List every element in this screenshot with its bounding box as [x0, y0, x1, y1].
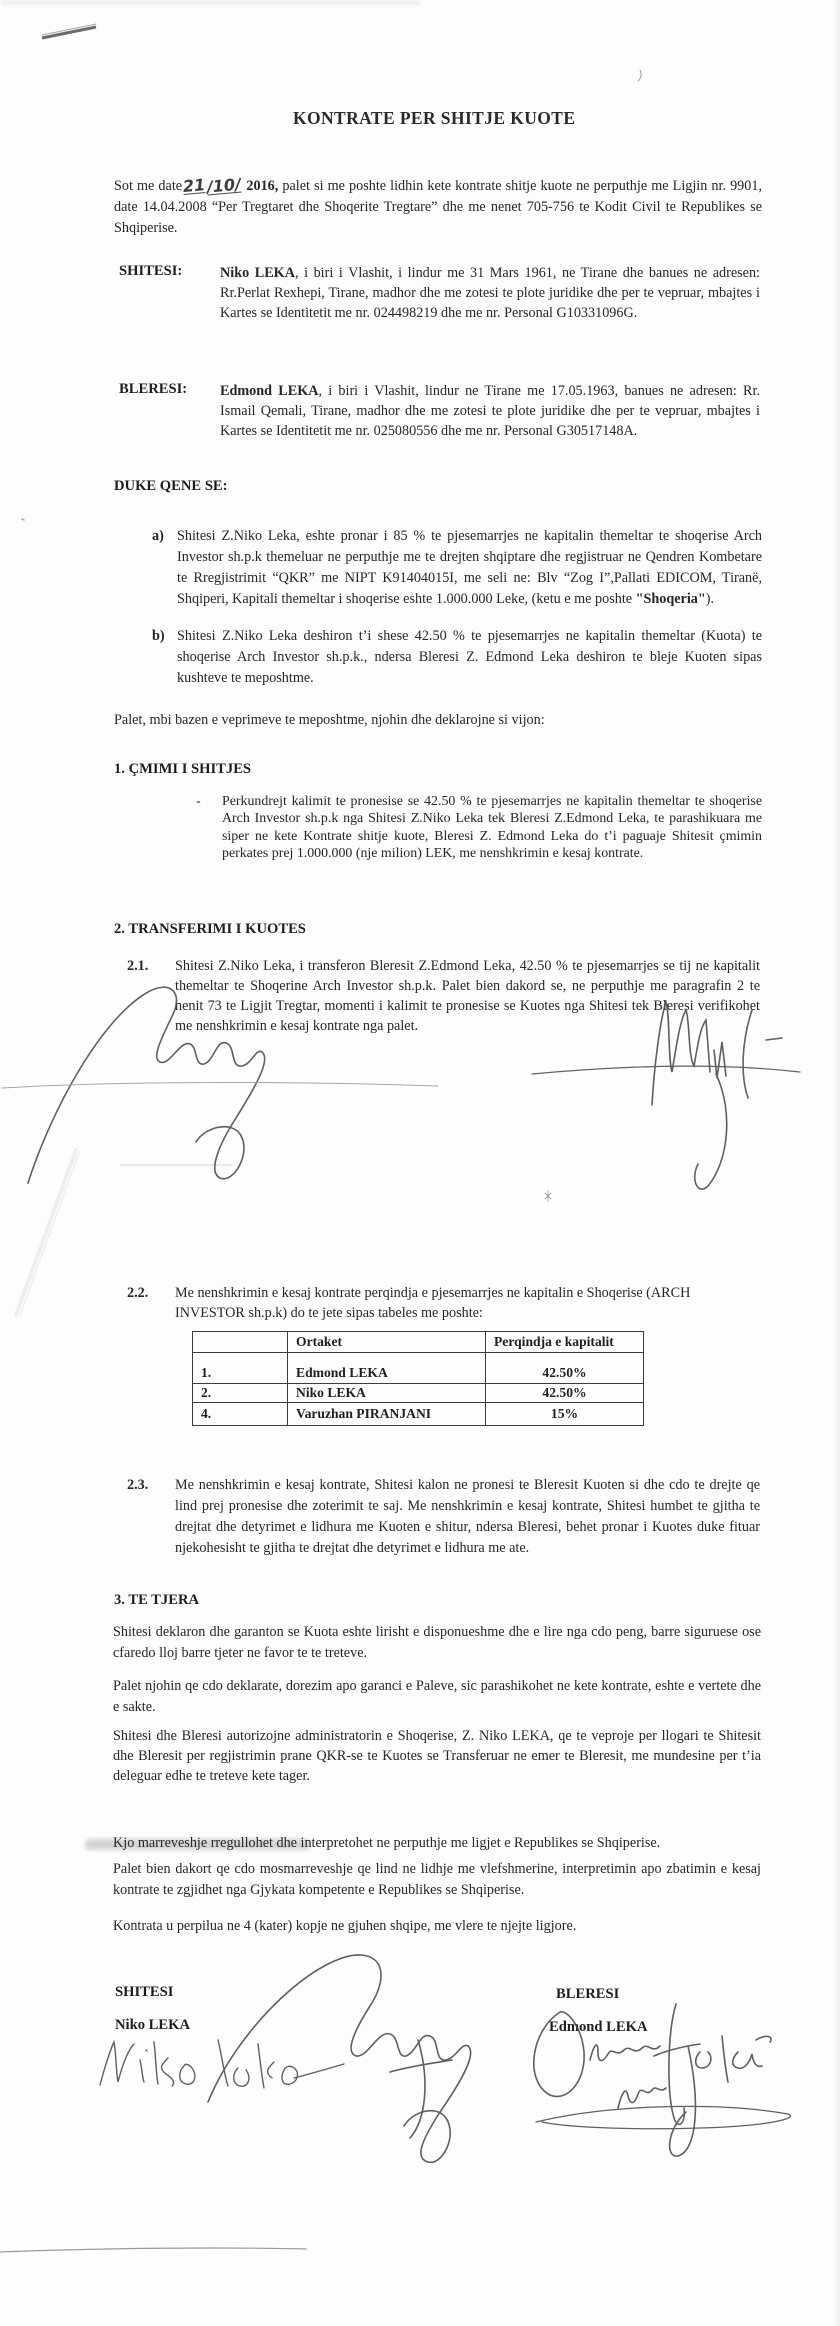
buyer-party-details: , i biri i Vlashit, lindur ne Tirane me 17.05.1963, banues ne adresen: Rr. Ismail Qemali, Tirane, madhor dhe me zotesi te plote juridike dhe per te vepruar, mbajtes i Kartes se Identitetit me nr. 025080556 dhe me nr. Personal G30517148A.	[220, 383, 760, 439]
table-cell-name: Varuzhan PIRANJANI	[288, 1403, 486, 1426]
page-crease-shadow	[20, 1150, 80, 1315]
clause-2-2-num: 2.2.	[127, 1285, 149, 1301]
table-header-blank	[193, 1332, 288, 1353]
staple-mark	[42, 27, 96, 38]
table-row	[193, 1353, 644, 1384]
intro-rest: palet si me poshte lidhin kete kontrate shitje kuote ne perputhje me Ligjin nr. 9901, date 14.04.2008 “Per Tregtaret dhe Shoqerite Tregtare” dhe me nenet 705-756 te Kodit Civil te Republikes se Shqiperise.	[114, 178, 763, 236]
misc-paragraph-2: Palet njohin qe cdo deklarate, dorezim apo garanci e Paleve, sic parashikohet ne kete kontrate, eshte e vertete dhe e sakte.	[113, 1678, 761, 1715]
whereas-item-b-marker: b)	[152, 628, 165, 644]
whereas-item-a-text: Shitesi Z.Niko Leka, eshte pronar i 85 % te pjesemarrjes ne kapitalin themeltar te shoqerise Arch Investor sh.p.k themeluar ne perputhje me te drejten shqiptare dhe regjistruar ne Qendren Kombetare te Rregjistrimit “QKR” me NIPT K91404015I, me seli ne: Blv “Zog I”,Pallati EDICOM, Tiranë, Shqiperi, Kapitali themeltar i shoqerise eshte 1.000.000 Leke, (ketu e me poshte	[177, 528, 762, 607]
handwritten-date-month: /10/	[206, 174, 242, 197]
ink-speck	[638, 70, 641, 81]
ink-speck	[545, 1191, 551, 1201]
misc-paragraph-1: Shitesi deklaron dhe garanton se Kuota eshte lirisht e disponueshme dhe e lire nga cdo peng, barre siguruese ose cfaredo lloj barre tjeter ne favor te te treteve.	[113, 1624, 761, 1661]
misc-paragraph-5: Palet bien dakort qe cdo mosmarreveshje qe lind ne lidhje me vlefshmerine, interpretimin apo zbatimin e kesaj kontrate te zgjidhet nga Gjykata kompetente e Republikes se Shqiperise.	[113, 1861, 761, 1898]
pen-underline	[2, 1083, 438, 1089]
table-cell-pct: 15%	[486, 1403, 644, 1426]
misc-paragraph-4: Kjo marreveshje rregullohet dhe interpretohet ne perputhje me ligjet e Republikes se Shqiperise.	[113, 1835, 661, 1851]
seller-party-name: Niko LEKA	[220, 265, 295, 281]
clause-2-3: Me nenshkrimin e kesaj kontrate, Shitesi kalon ne pronesi te Bleresit Kuoten si dhe cdo te drejte qe lind prej pronesise dhe zoterimit te saj. Me nenshkrimin e kesaj kontrate, Shitesi humbet te gjitha te drejtat dhe detyrimet e lidhura me Kuoten e shitur, ndersa Bleresi, behet pronar i Kuotes duke fituar njekohesisht te gjitha te drejtat dhe detyrimet e lidhura me ate.	[175, 1477, 760, 1556]
clause-2-1: Shitesi Z.Niko Leka, i transferon Bleresit Z.Edmond Leka, 42.50 % te pjesemarrjes se tij ne kapitalit themeltar te Shoqerine Arch Investor sh.p.k. Palet bien dakord se, ne perputhje me paragrafin 2 te nenit 73 te Ligjit Tregtar, momenti i kalimit te pronesise se Kuotes nga Shitesi tek Bleresi verifikohet me nenshkrimin e kesaj kontrate nga palet.	[175, 958, 760, 1034]
buyer-signature-name: Edmond LEKA	[549, 2019, 648, 2035]
seller-handwritten-name	[100, 2040, 344, 2088]
section-3-heading: 3. TE TJERA	[114, 1592, 200, 1608]
whereas-item-a-bold: "Shoqeria"	[635, 591, 706, 607]
scan-band-artifact	[0, 0, 420, 5]
intro-prefix: Sot me date	[114, 178, 183, 194]
table-header-ortaket: Ortaket	[288, 1332, 486, 1353]
pen-line-bottom	[0, 2248, 306, 2252]
section-1-heading: 1. ÇMIMI I SHITJES	[114, 761, 252, 777]
table-header-percent: Perqindja e kapitalit	[486, 1332, 644, 1353]
table-cell-name: Niko LEKA	[288, 1384, 486, 1403]
intro-year: 2016,	[246, 178, 279, 194]
seller-party-text	[220, 263, 760, 323]
ownership-table	[192, 1331, 644, 1426]
ink-speck	[22, 519, 24, 520]
misc-paragraph-6: Kontrata u perpilua ne 4 (kater) kopje ne gjuhen shqipe, me vlere te njejte ligjore.	[113, 1918, 577, 1934]
seller-party-label: SHITESI:	[119, 263, 183, 279]
whereas-heading: DUKE QENE SE:	[114, 478, 228, 494]
table-cell-pct: 42.50%	[486, 1353, 644, 1384]
table-cell-num: 4.	[193, 1403, 288, 1426]
clause-2-3-num: 2.3.	[127, 1477, 149, 1493]
buyer-party-name: Edmond LEKA	[220, 383, 319, 399]
contract-title: KONTRATE PER SHITJE KUOTE	[293, 108, 576, 128]
buyer-signature-role: BLERESI	[556, 1986, 620, 2002]
table-cell-pct: 42.50%	[486, 1384, 644, 1403]
seller-signature-role: SHITESI	[115, 1984, 174, 2000]
page-crease	[16, 1150, 76, 1315]
handwritten-date-day: 21	[182, 175, 207, 196]
intro-paragraph	[114, 176, 762, 239]
price-clause: Perkundrejt kalimit te pronesise se 42.50 % te pjesemarrjes ne kapitalin themeltar te shoqerise Arch Investor sh.p.k nga Shitesi Z.Niko Leka tek Bleresi Z.Edmond Leka, te parashikuara me siper ne kete Kontrate shitje kuote, Bleresi Z. Edmond Leka do t’i paguaje Shitesit çmimin perkates prej 1.000.000 (nje milion) LEK, me nenshkrimin e kesaj kontrate.	[222, 794, 762, 862]
buyer-party-text	[220, 381, 760, 441]
whereas-item-a-marker: a)	[152, 528, 164, 544]
whereas-item-a	[177, 526, 762, 610]
table-cell-name: Edmond LEKA	[288, 1353, 486, 1384]
table-cell-num: 1.	[193, 1353, 288, 1384]
clause-2-2: Me nenshkrimin e kesaj kontrate perqindja e pjesemarrjes ne kapitalin e Shoqerise (ARCH INVESTOR sh.p.k) do te jete sipas tabeles me poshte:	[175, 1285, 691, 1321]
declaration-paragraph: Palet, mbi bazen e veprimeve te meposhtme, njohin dhe deklarojne si vijon:	[114, 712, 545, 728]
seller-signature-bottom	[208, 1955, 471, 2162]
whereas-item-b: Shitesi Z.Niko Leka deshiron t’i shese 42.50 % te pjesemarrjes ne kapitalin themeltar (Kuota) te shoqerise Arch Investor sh.p.k., ndersa Bleresi Z. Edmond Leka deshiron te bleje Kuoten sipas kushteve te meposhtme.	[177, 628, 762, 686]
table-header-row	[193, 1332, 644, 1353]
table-cell-num: 2.	[193, 1384, 288, 1403]
misc-paragraph-3: Shitesi dhe Bleresi autorizojne administratorin e Shoqerise, Z. Niko LEKA, qe te veproje per llogari te Shitesit dhe Bleresit per regjistrimin prane QKR-se te Kuotes se Transferuar ne emer te Bleresit, me mundesine per t’ia deleguar edhe te treteve kete tager.	[113, 1728, 761, 1784]
seller-signature-name: Niko LEKA	[115, 2017, 191, 2033]
section-2-heading: 2. TRANSFERIMI I KUOTES	[114, 921, 306, 937]
page-seam-mark	[120, 1164, 232, 1166]
clause-2-1-num: 2.1.	[127, 958, 149, 974]
scan-edge-shadow	[833, 0, 840, 2326]
buyer-party-label: BLERESI:	[119, 381, 188, 397]
whereas-item-a-after: ).	[705, 591, 715, 607]
table-row	[193, 1384, 644, 1403]
seller-party-details: , i biri i Vlashit, i lindur me 31 Mars 1961, ne Tirane dhe banues ne adresen: Rr.Perlat Rexhepi, Tirane, madhor dhe me zotesi te plote juridike dhe per te vepruar, mbajtes i Kartes se Identitetit me nr. 024498219 dhe me nr. Personal G10331096G.	[220, 265, 760, 321]
staple-mark-highlight	[42, 24, 96, 35]
table-row	[193, 1403, 644, 1426]
price-clause-dash: -	[196, 794, 201, 809]
